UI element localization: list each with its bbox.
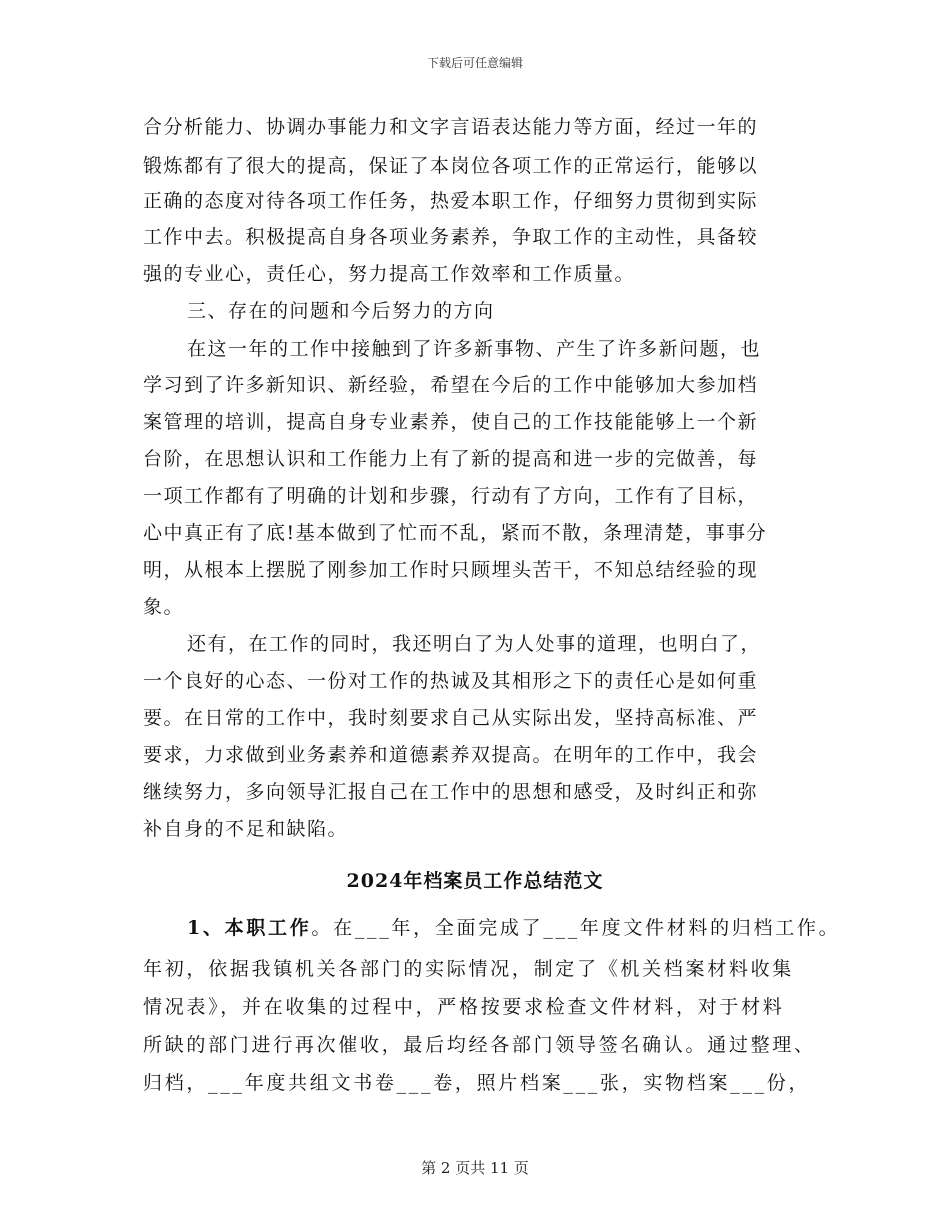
paragraph-line: 要求，力求做到业务素养和道德素养双提高。在明年的工作中，我会 [143, 744, 759, 766]
paragraph-line: 工作中去。积极提高自身各项业务素养，争取工作的主动性，具备较 [143, 226, 759, 248]
paragraph-line: 在这一年的工作中接触到了许多新事物、产生了许多新问题，也 [187, 338, 762, 360]
paragraph-line: 强的专业心，责任心，努力提高工作效率和工作质量。 [143, 263, 636, 285]
paragraph-line: 台阶，在思想认识和工作能力上有了新的提高和进一步的完做善，每 [143, 448, 759, 470]
paragraph-line: 合分析能力、协调办事能力和文字言语表达能力等方面，经过一年的 [143, 116, 759, 138]
paragraph-line: 一个良好的心态、一份对工作的热诚及其相形之下的责任心是如何重 [143, 670, 759, 692]
paragraph-line: 还有，在工作的同时，我还明白了为人处事的道理，也明白了， [187, 633, 762, 655]
paragraph-line: 年初，依据我镇机关各部门的实际情况，制定了《机关档案材料收集 [143, 958, 795, 980]
paragraph-line: 明，从根本上摆脱了刚参加工作时只顾埋头苦干，不知总结经验的现 [143, 559, 759, 581]
paragraph-lead-bold: 1、本职工作 [187, 917, 312, 939]
paragraph-line: 归档，___年度共组文书卷___卷，照片档案___张，实物档案___份， [143, 1072, 811, 1094]
page-header: 下载后可任意编辑 [426, 56, 523, 70]
page-footer: 第 2 页共 11 页 [421, 1159, 529, 1177]
paragraph-line: 情况表》，并在收集的过程中，严格按要求检查文件材料，对于材料 [143, 996, 785, 1018]
paragraph-line: 补自身的不足和缺陷。 [143, 818, 349, 840]
paragraph-line: 所缺的部门进行再次催收，最后均经各部门领导签名确认。通过整理、 [143, 1034, 816, 1056]
paragraph-lead-rest: 。在___年，全面完成了___年度文件材料的归档工作。 [311, 917, 841, 939]
paragraph-line: 要。在日常的工作中，我时刻要求自己从实际出发，坚持高标准、严 [143, 707, 759, 729]
paragraph-line: 案管理的培训，提高自身专业素养，使自己的工作技能能够上一个新 [143, 411, 759, 433]
section-heading: 三、存在的问题和今后努力的方向 [187, 300, 495, 322]
paragraph-line: 学习到了许多新知识、新经验，希望在今后的工作中能够加大参加档 [143, 374, 759, 396]
paragraph-line: 继续努力，多向领导汇报自己在工作中的思想和感受，及时纠正和弥 [143, 781, 759, 803]
paragraph-line: 正确的态度对待各项工作任务，热爱本职工作，仔细努力贯彻到实际 [143, 190, 759, 212]
paragraph-line [187, 916, 840, 940]
document-title: 2024年档案员工作总结范文 [346, 870, 604, 892]
paragraph-line: 象。 [143, 596, 185, 618]
paragraph-line: 心中真正有了底!基本做到了忙而不乱，紧而不散，条理清楚，事事分 [143, 522, 768, 544]
paragraph-line: 锻炼都有了很大的提高，保证了本岗位各项工作的正常运行，能够以 [143, 155, 759, 177]
paragraph-line: 一项工作都有了明确的计划和步骤，行动有了方向，工作有了目标， [143, 485, 759, 507]
